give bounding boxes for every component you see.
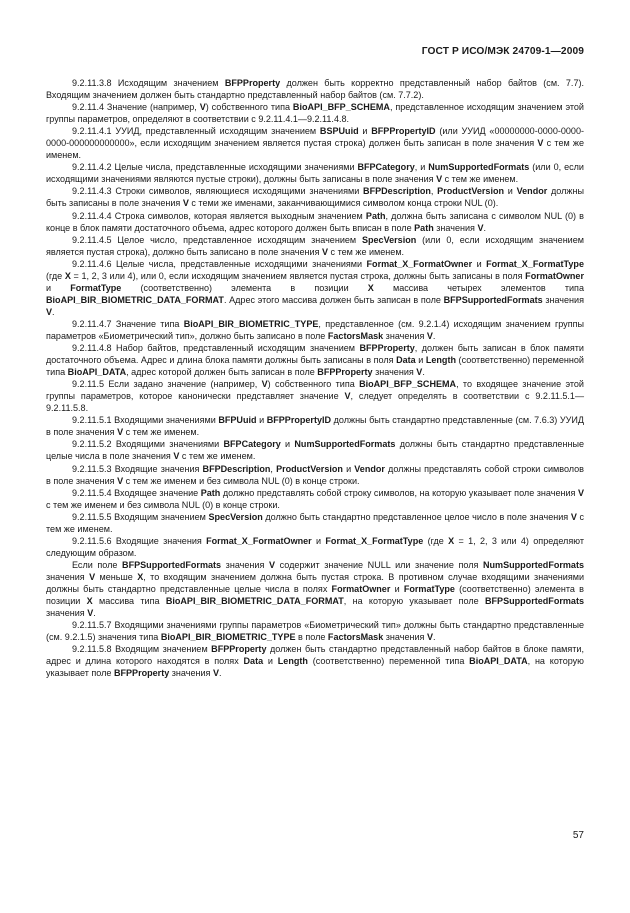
paragraph-9-2-11-4-7: 9.2.11.4.7 Значение типа BioAPI_BIR_BIOMETRIC_TYPE, представленное (см. 9.2.1.4) исходящим значением группы параметров «Биометрический тип», должно быть записано в поле FactorsMask значения V. bbox=[46, 318, 584, 341]
page-header: ГОСТ Р ИСО/МЭК 24709-1—2009 bbox=[421, 46, 584, 57]
paragraph-9-2-11-4-4: 9.2.11.4.4 Строка символов, которая является выходным значением Path, должна быть записана с символом NUL (0) в конце в блок памяти достаточного объема, адрес которого должен быть вписан в поле Path значения V. bbox=[46, 210, 584, 233]
paragraph-9-2-11-4-8: 9.2.11.4.8 Набор байтов, представленный исходящим значением BFPProperty, должен быть записан в блок памяти достаточного объема. Адрес и длина блока памяти должны быть записаны в поля Data и Length (соответственно) переменной типа BioAPI_DATA, адрес которой должен быть записан в поле BFPProperty значения V. bbox=[46, 343, 584, 378]
page-number: 57 bbox=[572, 830, 584, 841]
paragraph-9-2-11-5-6: 9.2.11.5.6 Входящие значения Format_X_FormatOwner и Format_X_FormatType (где X = 1, 2, 3 или 4) определяют следующим образом. bbox=[46, 535, 584, 558]
paragraph-9-2-11-5-2: 9.2.11.5.2 Входящими значениями BFPCategory и NumSupportedFormats должны быть стандартно представленные целые числа в поле значения V с тем же именем. bbox=[46, 439, 584, 462]
paragraph-9-2-11-5-8: 9.2.11.5.8 Входящим значением BFPProperty должен быть стандартно представленный набор байтов в блоке памяти, адрес и длина которого находятся в полях Data и Length (соответственно) переменной типа BioAPI_DATA, на которую указывает поле BFPProperty значения V. bbox=[46, 644, 584, 679]
paragraph-9-2-11-4: 9.2.11.4 Значение (например, V) собственного типа BioAPI_BFP_SCHEMA, представленное исходящим значением этой группы параметров, определяют в соответствии с 9.2.11.4.1—9.2.11.4.8. bbox=[46, 102, 584, 125]
paragraph-9-2-11-5-5: 9.2.11.5.5 Входящим значением SpecVersion должно быть стандартно представленное целое число в поле значения V с тем же именем. bbox=[46, 511, 584, 534]
paragraph-9-2-11-5-7: 9.2.11.5.7 Входящими значениями группы параметров «Биометрический тип» должны быть стандартно представленные (см. 9.2.1.5) значения типа BioAPI_BIR_BIOMETRIC_TYPE в поле FactorsMask значения V. bbox=[46, 620, 584, 643]
paragraph-9-2-11-3-8: 9.2.11.3.8 Исходящим значением BFPProperty должен быть корректно представленный набор байтов (см. 7.7). Входящим значением должен быть стандартно представленный набор байтов (см. 7.7.2). bbox=[46, 78, 584, 101]
paragraph-9-2-11-5-4: 9.2.11.5.4 Входящее значение Path должно представлять собой строку символов, на которую указывает поле значения V с тем же именем и без символа NUL (0) в конце строки. bbox=[46, 487, 584, 510]
paragraph-9-2-11-4-6: 9.2.11.4.6 Целые числа, представленные исходящими значениями Format_X_FormatOwner и Format_X_FormatType (где X = 1, 2, 3 или 4), или 0, если исходящим значением является пустая строка, должны быть записаны в поля FormatOwner и FormatType (соответственно) элемента в позиции X массива четырех элементов типа BioAPI_BIR_BIOMETRIC_DATA_FORMAT. Адрес этого массива должен быть записан в поле BFPSupportedFormats значения V. bbox=[46, 258, 584, 317]
paragraph-9-2-11-4-3: 9.2.11.4.3 Строки символов, являющиеся исходящими значениями BFPDescription, ProductVersion и Vendor должны быть записаны в поле значения V с теми же именами, заканчивающимися символом конца строки NUL (0). bbox=[46, 186, 584, 209]
document-body bbox=[46, 77, 584, 679]
paragraph-9-2-11-5-1: 9.2.11.5.1 Входящими значениями BFPUuid и BFPPropertyID должны быть стандартно представленные (см. 7.6.3) УУИД в поле значения V с тем же именем. bbox=[46, 415, 584, 438]
paragraph-9-2-11-5-6-continued: Если поле BFPSupportedFormats значения V содержит значение NULL или значение поля NumSupportedFormats значения V меньше X, то входящим значением должна быть пустая строка. В противном случае входящими значениями должны быть стандартно представленные целые числа в полях FormatOwner и FormatType (соответственно) элемента в позиции X массива типа BioAPI_BIR_BIOMETRIC_DATA_FORMAT, на которую указывает поле BFPSupportedFormats значения V. bbox=[46, 559, 585, 619]
paragraph-9-2-11-4-5: 9.2.11.4.5 Целое число, представленное исходящим значением SpecVersion (или 0, если исходящим значением является пустая строка), должно быть записано в поле значения V с тем же именем. bbox=[46, 234, 584, 257]
paragraph-9-2-11-5-3: 9.2.11.5.3 Входящие значения BFPDescription, ProductVersion и Vendor должны представлять собой строки символов в поле значения V с тем же именем и без символа NUL (0) в конце строки. bbox=[46, 463, 584, 486]
paragraph-9-2-11-4-2: 9.2.11.4.2 Целые числа, представленные исходящими значениями BFPCategory, и NumSupportedFormats (или 0, если исходящими значениями являются пустые строки), должны быть записаны в поле значения V с тем же именем. bbox=[46, 162, 584, 185]
paragraph-9-2-11-4-1: 9.2.11.4.1 УУИД, представленный исходящим значением BSPUuid и BFPPropertyID (или УУИД «00000000-0000-0000-0000-000000000000», если исходящим значением является пустая строка) должен быть записан в поле значения V с тем же именем. bbox=[46, 126, 585, 161]
paragraph-9-2-11-5: 9.2.11.5 Если задано значение (например, V) собственного типа BioAPI_BFP_SCHEMA, то входящее значение этой группы параметров, которое канонически представляет значение V, следует определять в соответствии с 9.2.11.5.1—9.2.11.5.8. bbox=[46, 379, 584, 414]
